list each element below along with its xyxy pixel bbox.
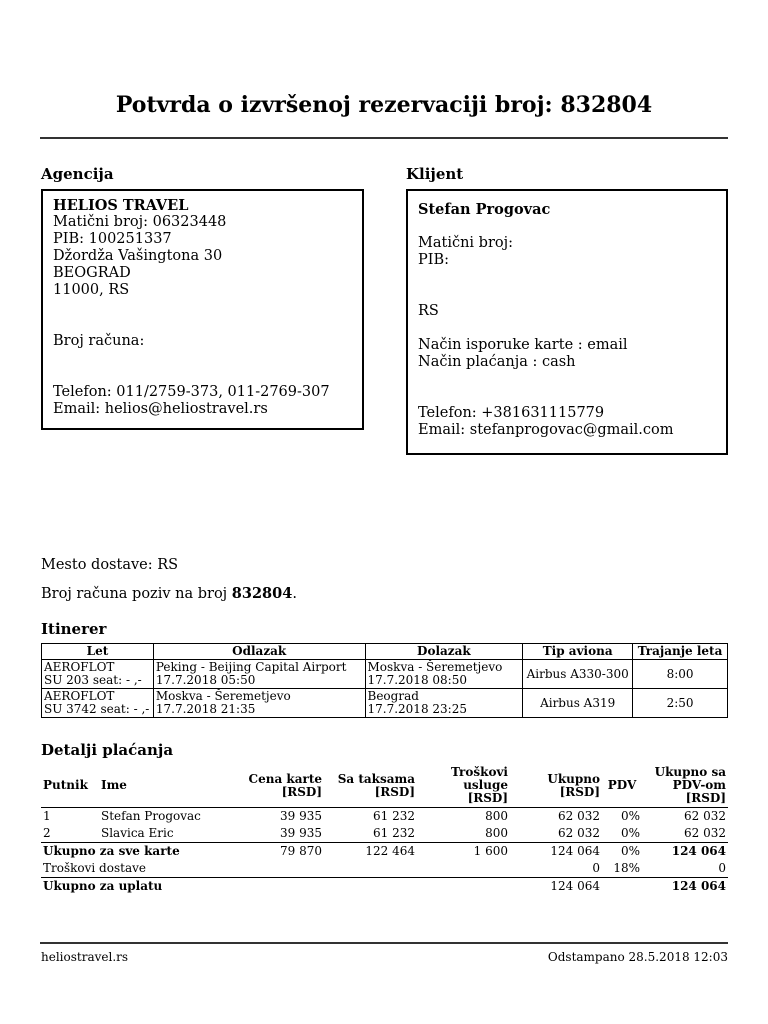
agency-zip: 11000, RS [53,282,130,298]
top-divider [40,137,728,139]
aircraft-type: Airbus A319 [523,689,633,718]
client-name: Stefan Progovac [418,201,551,218]
invoice-prefix: Broj računa poziv na broj [41,586,232,602]
col-passenger: Putnik [43,778,88,793]
invoice-line [41,585,297,602]
invoice-number: 832804 [231,585,293,602]
flight-number: SU 3742 seat: - ,- [44,702,150,716]
itinerary-header-row [42,644,728,660]
agency-email: Email: helios@heliostravel.rs [53,401,268,417]
payment-row: 2 Slavica Eric 39 935 61 232 800 62 032 0% 62 032 [41,825,728,843]
page-title: Potvrda o izvršenoj rezervaciji broj: 832804 [115,92,653,118]
agency-city: BEOGRAD [53,265,131,281]
flight-duration: 2:50 [633,689,728,718]
departure-place: Peking - Beijing Capital Airport [155,660,347,674]
payment-header-row [41,765,728,807]
client-phone: Telefon: +381631115779 [418,405,605,421]
footer-site: heliostravel.rs [41,950,129,964]
col-duration: Trajanje leta [633,644,728,660]
payment-table [41,765,728,895]
arrival-place: Beograd [367,689,419,703]
airline: AEROFLOT [44,689,115,703]
client-email: Email: stefanprogovac@gmail.com [418,422,674,438]
flight-number: SU 203 seat: - ,- [44,673,142,687]
agency-heading: Agencija [41,165,114,183]
payment-grand-row: Ukupno za uplatu 124 064 124 064 [43,878,726,893]
invoice-suffix: . [292,586,297,602]
passenger-name: Stefan Progovac [99,807,217,825]
itinerary-heading: Itinerer [41,620,107,638]
client-maticni: Matični broj: [418,235,513,251]
agency-account: Broj računa: [53,333,145,349]
departure-time: 17.7.2018 21:35 [155,702,256,716]
payment-delivery-row: Troškovi dostave 0 18% 0 [43,860,726,875]
payment-heading: Detalji plaćanja [41,741,174,759]
client-box [406,189,728,455]
agency-street: Džordža Vašingtona 30 [53,248,223,264]
client-heading: Klijent [406,165,464,183]
col-taxes: Sa taksama [RSD] [337,771,415,799]
itinerary-row [42,689,728,718]
agency-box [41,189,364,430]
delivery-place: Mesto dostave: RS [41,557,179,573]
client-payment: Način plaćanja : cash [418,354,576,370]
aircraft-type: Airbus A330-300 [523,660,633,689]
col-name: Ime [101,778,127,793]
col-aircraft: Tip aviona [523,644,633,660]
agency-maticni: Matični broj: 06323448 [53,214,227,230]
arrival-time: 17.7.2018 23:25 [367,702,467,716]
agency-phone: Telefon: 011/2759-373, 011-2769-307 [53,384,330,400]
itinerary-row [42,660,728,689]
airline: AEROFLOT [44,660,115,674]
client-country: RS [418,303,439,319]
agency-name: HELIOS TRAVEL [53,197,189,214]
col-service: Troškovi usluge [RSD] [451,765,508,806]
payment-row: 1 Stefan Progovac 39 935 61 232 800 62 032 0% 62 032 [43,808,726,823]
col-total-vat: Ukupno sa PDV-om [RSD] [654,765,726,806]
col-flight: Let [42,644,154,660]
payment-sum-row: Ukupno za sve karte 79 870 122 464 1 600 124 064 0% 124 064 [43,843,726,858]
flight-duration: 8:00 [633,660,728,689]
itinerary-table [41,643,728,718]
col-arrival: Dolazak [365,644,523,660]
col-departure: Odlazak [153,644,365,660]
col-price: Cena karte [RSD] [248,771,322,799]
departure-time: 17.7.2018 05:50 [155,673,256,687]
col-total: Ukupno [RSD] [547,771,600,799]
arrival-place: Moskva - Šeremetjevo [367,660,503,674]
arrival-time: 17.7.2018 08:50 [367,673,467,687]
agency-pib: PIB: 100251337 [53,231,172,247]
footer-printed: Odstampano 28.5.2018 12:03 [547,950,728,964]
col-vat: PDV [607,778,637,793]
bottom-divider [40,942,728,944]
passenger-name: Slavica Eric [101,825,174,840]
client-pib: PIB: [418,252,450,268]
departure-place: Moskva - Šeremetjevo [155,689,291,703]
client-delivery: Način isporuke karte : email [418,337,628,353]
